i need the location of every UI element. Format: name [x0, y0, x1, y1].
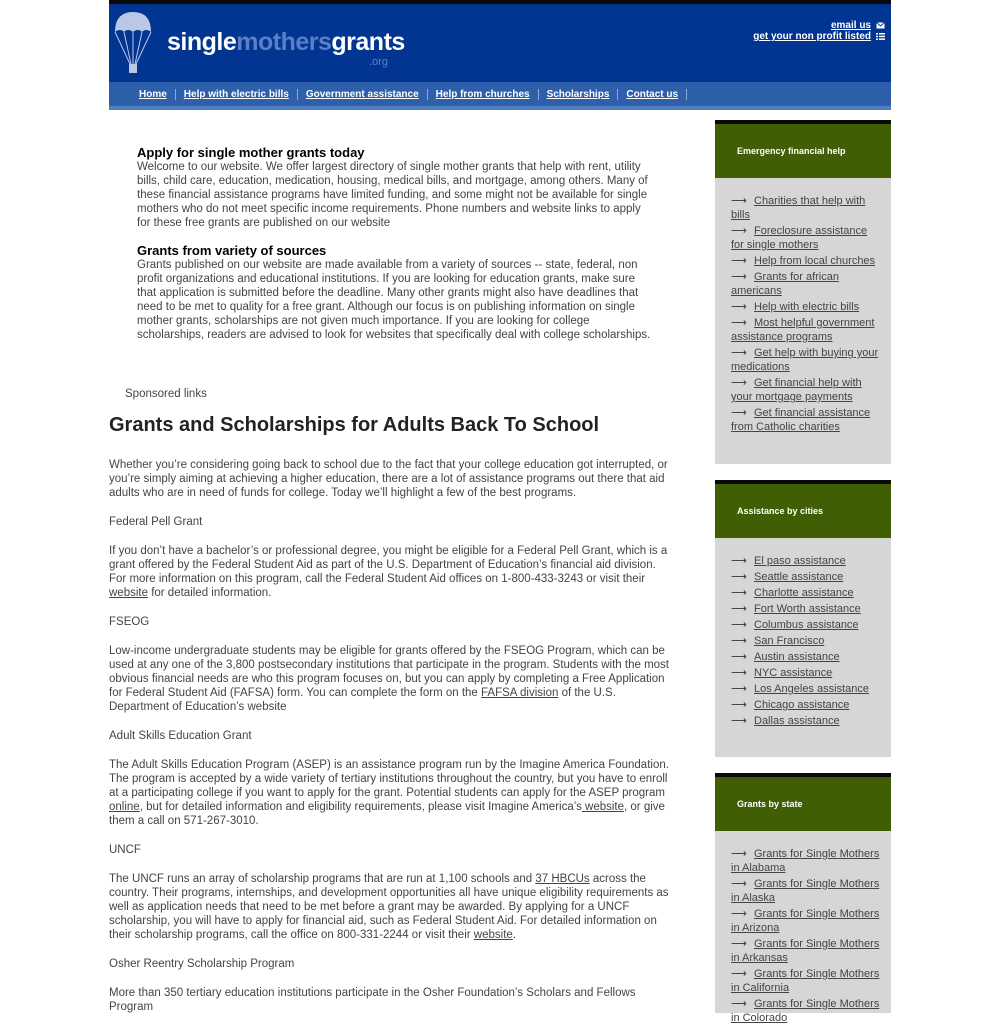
list-icon: [876, 33, 885, 40]
intro-title-1: Apply for single mother grants today: [137, 145, 365, 160]
sidebar-list-item: [731, 997, 881, 1025]
sidebar-list-item: [731, 714, 881, 728]
intro-body-2: Grants published on our website are made available from a variety of sources -- state, federal, non profit organizations and educational institutions. If you are looking for education grants, make sure that application is submitted before the deadline. Many other grants might also have deadlines that need to be met to quality for a free grant. Although our focus is on publishing information on single mother grants, scholarships are not given much importance. If you are looking for college scholarships, readers are advised to look for websites that specifically deal with college scholarships.: [137, 259, 651, 341]
sidebar-list-item: [731, 316, 881, 344]
heading-uncf: UNCF: [109, 844, 141, 856]
heading-asep: Adult Skills Education Grant: [109, 730, 252, 742]
arrow-right-icon: ⟶: [731, 195, 747, 207]
email-us-link[interactable]: [753, 20, 885, 31]
sidebar-link[interactable]: Grants for Single Mothers in Arizona: [731, 908, 880, 934]
cities-list: [715, 538, 891, 728]
sidebar-list-item: [731, 967, 881, 995]
logo-word-single: single: [167, 28, 237, 56]
sidebar-list-item: [731, 698, 881, 712]
arrow-right-icon: ⟶: [731, 301, 747, 313]
arrow-right-icon: ⟶: [731, 998, 747, 1010]
sidebar-link[interactable]: Columbus assistance: [754, 619, 859, 631]
sidebar-link[interactable]: Charlotte assistance: [754, 587, 854, 599]
paragraph-pell: [109, 544, 675, 600]
sidebar-list-item: [731, 937, 881, 965]
sidebar-link[interactable]: Grants for Single Mothers in Alabama: [731, 848, 880, 874]
sidebar-list-item: [731, 406, 881, 434]
sidebar-link[interactable]: Grants for Single Mothers in Arkansas: [731, 938, 880, 964]
arrow-right-icon: ⟶: [731, 878, 747, 890]
sidebar-link[interactable]: Dallas assistance: [754, 715, 840, 727]
paragraph-osher: More than 350 tertiary education institutions participate in the Osher Foundation’s Scholars and Fellows Program: [109, 987, 636, 1013]
pell-text-b: for detailed information.: [148, 587, 272, 599]
nonprofit-listed-label: get your non profit listed: [753, 31, 871, 42]
sidebar-link[interactable]: Grants for Single Mothers in Alaska: [731, 878, 880, 904]
sidebar-link[interactable]: Los Angeles assistance: [754, 683, 869, 695]
sponsored-links-label: Sponsored links: [125, 388, 207, 400]
sidebar-link[interactable]: Austin assistance: [754, 651, 840, 663]
arrow-right-icon: ⟶: [731, 347, 747, 359]
arrow-right-icon: ⟶: [731, 667, 747, 679]
sidebar-link[interactable]: Grants for Single Mothers in California: [731, 968, 880, 994]
states-list: [715, 831, 891, 1025]
heading-fseog: FSEOG: [109, 616, 150, 628]
sidebar-list-item: [731, 300, 881, 314]
arrow-right-icon: ⟶: [731, 635, 747, 647]
sidebar-link[interactable]: Chicago assistance: [754, 699, 850, 711]
pell-website-link[interactable]: website: [109, 587, 148, 599]
arrow-right-icon: ⟶: [731, 619, 747, 631]
asep-text-b: , but for detailed information and eligibility requirements, please visit Imagine America’s: [139, 801, 582, 813]
arrow-right-icon: ⟶: [731, 715, 747, 727]
sidebar-link[interactable]: NYC assistance: [754, 667, 833, 679]
intro-title-2: Grants from variety of sources: [137, 243, 327, 258]
header-links: [753, 20, 885, 42]
parachute-icon: [113, 10, 153, 76]
fafsa-division-link[interactable]: FAFSA division: [481, 687, 559, 699]
logo-word-grants: grants: [331, 28, 405, 56]
sidebar-list-item: [731, 602, 881, 616]
arrow-right-icon: ⟶: [731, 407, 747, 419]
uncf-text-a: The UNCF runs an array of scholarship programs that are run at 1,100 schools and: [109, 873, 536, 885]
arrow-right-icon: ⟶: [731, 587, 747, 599]
paragraph-asep: [109, 758, 675, 828]
sidebar-list-item: [731, 682, 881, 696]
arrow-right-icon: ⟶: [731, 377, 747, 389]
sidebar-list-item: [731, 194, 881, 222]
arrow-right-icon: ⟶: [731, 225, 747, 237]
sidebar-list-item: [731, 907, 881, 935]
sidebar-link[interactable]: Seattle assistance: [754, 571, 844, 583]
sidebar-list-item: [731, 634, 881, 648]
nav-churches[interactable]: Help from churches: [428, 89, 539, 100]
asep-text-c: , or give them a call on 571-267-3010.: [109, 801, 665, 827]
nav-scholarships[interactable]: Scholarships: [539, 89, 619, 100]
intro-body-1: Welcome to our website. We offer largest directory of single mother grants that help with rent, utility bills, child care, education, medication, housing, medical bills, and mortgage, among others. Many of these financial assistance programs have limited funding, and some might not be available for single mothers who do not meet specific income requirements. Phone numbers and website links to apply for these free grants are published on our website: [137, 161, 648, 229]
imagine-america-website-link[interactable]: website: [581, 801, 625, 813]
logo-word-mothers: mothers: [236, 28, 332, 56]
sidebar-list-item: [731, 376, 881, 404]
arrow-right-icon: ⟶: [731, 848, 747, 860]
paragraph-uncf: [109, 872, 675, 942]
pell-text-a: If you don’t have a bachelor’s or professional degree, you might be eligible for a Federal Pell Grant, which is a grant offered by the Federal Student Aid as part of the U.S. Department of Education’s financial aid division. For more information on this program, call the Federal Student Aid offices on 1-800-433-3243 or visit their: [109, 545, 668, 585]
nav-links: [131, 89, 687, 100]
logo-org: .org: [369, 56, 388, 68]
fseog-text-a: Low-income undergraduate students may be eligible for grants offered by the FSEOG Program, which can be used at any one of the 3,800 postsecondary institutions that participate in the program. Students with the most obvious financial needs are who this program focuses on, but you can apply by completing a Free Application for Federal Student Aid (FAFSA) form. You can complete the form on the: [109, 645, 670, 699]
envelope-icon: [876, 22, 885, 29]
article-body: [109, 458, 675, 1029]
emergency-help-box: [715, 120, 891, 464]
sidebar-link[interactable]: Fort Worth assistance: [754, 603, 861, 615]
sidebar-link[interactable]: Grants for african americans: [731, 271, 839, 297]
nav-contact-us[interactable]: Contact us: [618, 89, 687, 100]
asep-text-a: The Adult Skills Education Program (ASEP) is an assistance program run by the Imagine America Foundation. The program is accepted by a wide variety of tertiary institutions throughout the country, but you have to enroll at a participating college if you want to apply for the grant. Potential students can apply for the ASEP program: [109, 759, 669, 799]
sidebar-link[interactable]: Get financial help with your mortgage payments: [731, 377, 862, 403]
cities-box: [715, 480, 891, 757]
nav-home[interactable]: Home: [131, 89, 176, 100]
uncf-website-link[interactable]: website: [473, 929, 513, 941]
arrow-right-icon: ⟶: [731, 603, 747, 615]
sidebar-link[interactable]: Grants for Single Mothers in Colorado: [731, 998, 880, 1024]
sidebar-link[interactable]: Get financial assistance from Catholic charities: [731, 407, 871, 433]
nav-electric-bills[interactable]: Help with electric bills: [176, 89, 298, 100]
arrow-right-icon: ⟶: [731, 699, 747, 711]
sidebar-link[interactable]: Foreclosure assistance for single mothers: [731, 225, 868, 251]
states-title: Grants by state: [715, 777, 891, 831]
emergency-help-title: Emergency financial help: [715, 124, 891, 178]
arrow-right-icon: ⟶: [731, 555, 747, 567]
arrow-right-icon: ⟶: [731, 683, 747, 695]
sidebar-list-item: [731, 270, 881, 298]
article-intro: Whether you’re considering going back to school due to the fact that your college education got interrupted, or you’re simply aiming at achieving a higher education, there are a lot of assistance programs out there that aid adults who are in need of funds for college. Today we’ll highlight a few of the best programs.: [109, 459, 668, 499]
sidebar-link[interactable]: Get help with buying your medications: [731, 347, 879, 373]
hbcus-link[interactable]: 37 HBCUs: [535, 873, 590, 885]
arrow-right-icon: ⟶: [731, 938, 747, 950]
states-box: [715, 773, 891, 1024]
sidebar-list-item: [731, 618, 881, 632]
nav-bottom-border: [109, 106, 891, 110]
arrow-right-icon: ⟶: [731, 651, 747, 663]
emergency-help-list: [715, 178, 891, 434]
sidebar-link[interactable]: El paso assistance: [754, 555, 846, 567]
sidebar-list-item: [731, 554, 881, 568]
article-title: Grants and Scholarships for Adults Back To School: [109, 414, 600, 436]
sidebar-list-item: [731, 254, 881, 268]
sidebar-link[interactable]: Help from local churches: [754, 255, 876, 267]
email-us-label: email us: [830, 20, 871, 31]
sidebar-link[interactable]: Help with electric bills: [754, 301, 860, 313]
asep-online-link[interactable]: online: [109, 801, 140, 813]
sidebar-list-item: [731, 666, 881, 680]
cities-title: Assistance by cities: [715, 484, 891, 538]
arrow-right-icon: ⟶: [731, 571, 747, 583]
arrow-right-icon: ⟶: [731, 255, 747, 267]
heading-osher: Osher Reentry Scholarship Program: [109, 958, 295, 970]
sidebar-list-item: [731, 847, 881, 875]
arrow-right-icon: ⟶: [731, 271, 747, 283]
arrow-right-icon: ⟶: [731, 968, 747, 980]
main-nav: [109, 82, 891, 106]
sidebar-list-item: [731, 570, 881, 584]
heading-pell: Federal Pell Grant: [109, 516, 203, 528]
sidebar-link[interactable]: Charities that help with bills: [731, 195, 866, 221]
header-banner: [109, 4, 891, 82]
sidebar-list-item: [731, 650, 881, 664]
intro-section: [137, 146, 653, 356]
sidebar-link[interactable]: Most helpful government assistance programs: [731, 317, 875, 343]
site-logo[interactable]: [167, 28, 405, 57]
uncf-text-c: .: [512, 929, 516, 941]
fseog-text-b: of the U.S. Department of Education’s website: [109, 687, 616, 713]
sidebar-list-item: [731, 877, 881, 905]
nav-government-assistance[interactable]: Government assistance: [298, 89, 428, 100]
arrow-right-icon: ⟶: [731, 317, 747, 329]
paragraph-fseog: [109, 644, 675, 714]
nonprofit-listed-link[interactable]: [753, 31, 885, 42]
sidebar-list-item: [731, 586, 881, 600]
sidebar-list-item: [731, 224, 881, 252]
sidebar-link[interactable]: San Francisco: [754, 635, 825, 647]
uncf-text-b: across the country. Their programs, internships, and development opportunities all have unique eligibility requirements as well as application needs that need to be met before a grant may be awarded. By applying for a UNCF scholarship, you will have to apply for financial aid, such as Federal Student Aid. For detailed information on their scholarship programs, call the office on 800-331-2244 or visit their: [109, 873, 669, 941]
sidebar-list-item: [731, 346, 881, 374]
arrow-right-icon: ⟶: [731, 908, 747, 920]
